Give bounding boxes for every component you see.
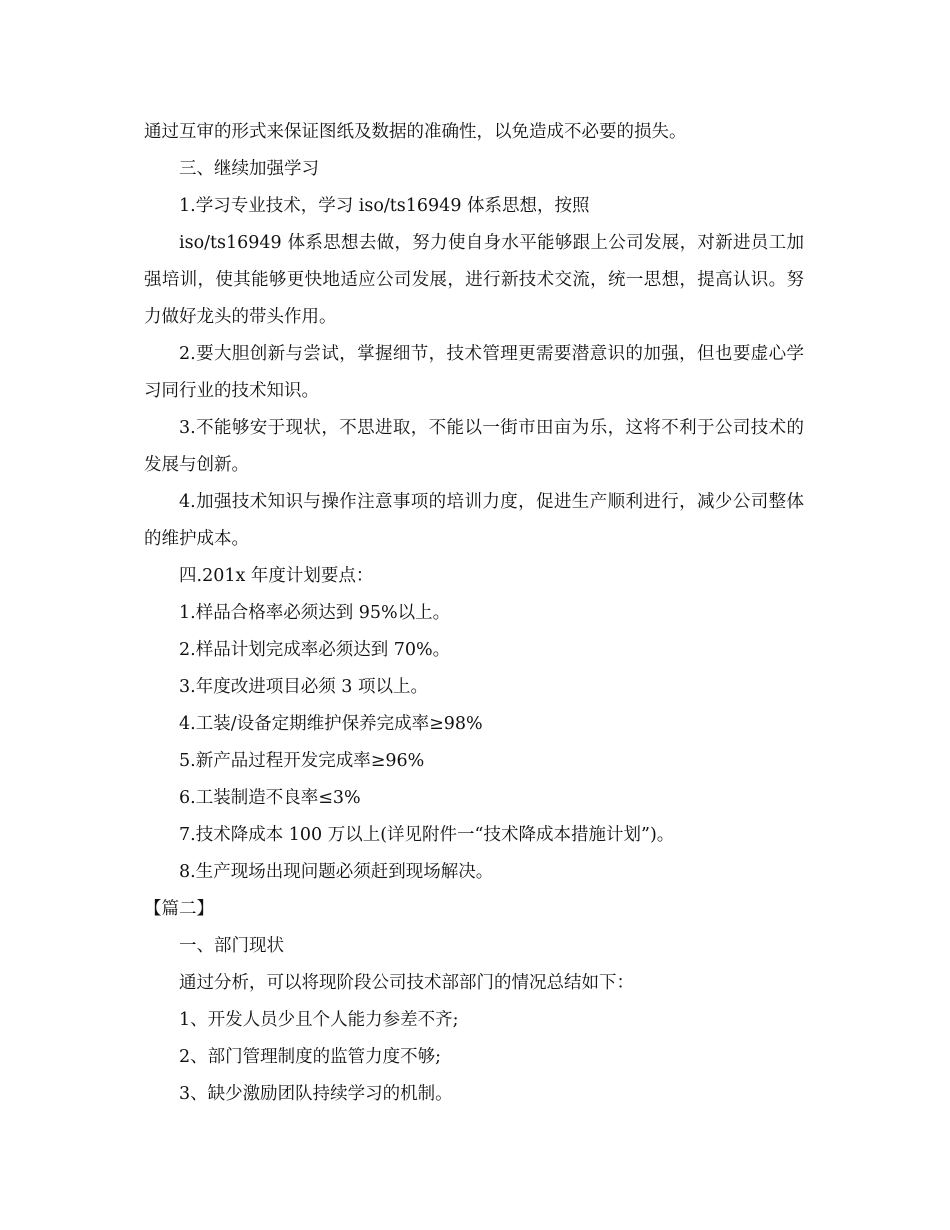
list-item: 6.工装制造不良率≤3% <box>179 788 361 808</box>
list-item: 8.生产现场出现问题必须赶到现场解决。 <box>179 862 494 882</box>
section-heading-department-status: 一、部门现状 <box>179 936 284 956</box>
document-body <box>144 114 804 1113</box>
list-item: 5.新产品过程开发完成率≥96% <box>179 751 425 771</box>
list-item: 2.样品计划完成率必须达到 70%。 <box>179 640 451 660</box>
list-item: 3.年度改进项目必须 3 项以上。 <box>179 677 428 697</box>
paragraph-iso-ts16949: iso/ts16949 体系思想去做，努力使自身水平能够跟上公司发展，对新进员工加强培训，使其能够更快地适应公司发展，进行新技术交流，统一思想，提高认识。努力做好龙头的带头作用。 <box>144 233 804 327</box>
list-item: 1.学习专业技术，学习 iso/ts16949 体系思想，按照 <box>179 196 590 216</box>
paragraph-analysis-summary: 通过分析，可以将现阶段公司技术部部门的情况总结如下： <box>179 973 634 993</box>
list-item: 2、部门管理制度的监管力度不够; <box>179 1047 442 1067</box>
list-item: 3、缺少激励团队持续学习的机制。 <box>179 1084 453 1104</box>
list-item: 1.样品合格率必须达到 95%以上。 <box>179 603 451 623</box>
list-item: 4.加强技术知识与操作注意事项的培训力度，促进生产顺利进行，减少公司整体的维护成本。 <box>144 492 804 549</box>
list-item: 7.技术降成本 100 万以上(详见附件一“技术降成本措施计划”)。 <box>179 825 675 845</box>
paragraph-1: 通过互审的形式来保证图纸及数据的准确性，以免造成不必要的损失。 <box>144 122 687 142</box>
list-item: 4.工装/设备定期维护保养完成率≥98% <box>179 714 483 734</box>
section-heading-continue-learning: 三、继续加强学习 <box>179 159 319 179</box>
list-item: 1、开发人员少且个人能力参差不齐; <box>179 1010 459 1030</box>
section-heading-annual-plan: 四.201x 年度计划要点： <box>179 566 374 586</box>
list-item: 2.要大胆创新与尝试，掌握细节，技术管理更需要潜意识的加强，但也要虚心学习同行业的技术知识。 <box>144 344 804 401</box>
list-item: 3.不能够安于现状，不思进取，不能以一街市田亩为乐，这将不利于公司技术的发展与创新。 <box>144 418 804 475</box>
part-two-heading: 【篇二】 <box>144 899 214 919</box>
